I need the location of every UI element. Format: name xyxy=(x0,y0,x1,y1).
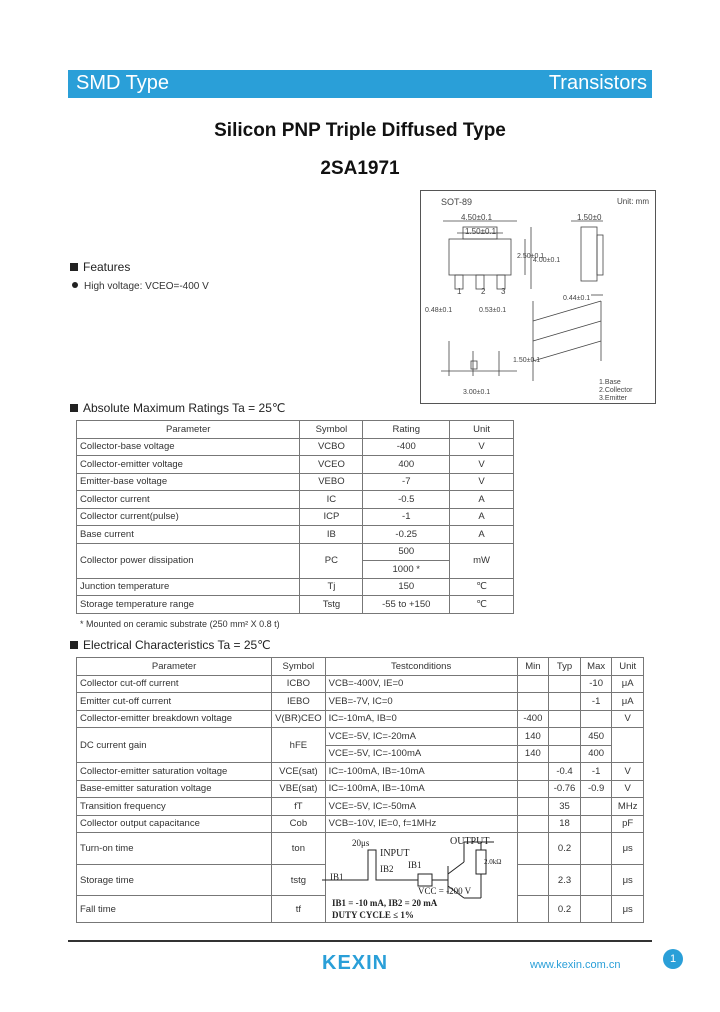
feature-item: High voltage: VCEO=-400 V xyxy=(72,281,209,292)
dot-bullet-icon xyxy=(72,282,78,288)
footer-url[interactable]: www.kexin.com.cn xyxy=(530,959,621,971)
part-number: 2SA1971 xyxy=(320,158,400,179)
legend-base: 1.Base xyxy=(599,379,621,386)
dim-side: 1.50±0 xyxy=(577,213,602,222)
dim-pin1: 0.48±0.1 xyxy=(425,307,453,314)
circuit-ib2-label: IB2 xyxy=(380,864,394,874)
dim-pitch2: 1.50±0.1 xyxy=(513,357,541,364)
circuit-output: OUTPUT xyxy=(450,836,490,847)
table-row: DC current gain hFE VCE=-5V, IC=-20mA 140 450 xyxy=(77,728,644,746)
circuit-vcc: VCC = -200 V xyxy=(418,886,472,896)
square-bullet-icon xyxy=(70,263,78,271)
table-row: Collector-emitter breakdown voltage V(BR)CEO IC=-10mA, IB=0 -400 V xyxy=(77,710,644,728)
page-number: 1 xyxy=(663,949,683,969)
table-row: Transition frequency fT VCE=-5V, IC=-50mA 35 MHz xyxy=(77,798,644,816)
dim-width: 4.50±0.1 xyxy=(461,213,493,222)
table-row: Storage temperature range Tstg -55 to +150 ℃ xyxy=(77,596,514,614)
circuit-ib1-left: IB1 xyxy=(330,872,344,882)
table-row: Junction temperature Tj 150 ℃ xyxy=(77,578,514,596)
table-row: Collector cut-off current ICBO VCB=-400V, IE=0 -10 μA xyxy=(77,675,644,693)
table-row: Turn-on time ton 0.2 μs xyxy=(77,833,644,865)
table-row: Collector power dissipation PC 500 mW xyxy=(77,543,514,561)
circuit-duty: DUTY CYCLE ≤ 1% xyxy=(332,910,414,920)
features-heading: Features xyxy=(70,260,130,274)
legend-collector: 2.Collector xyxy=(599,387,633,394)
table-row: Emitter-base voltage VEBO -7 V xyxy=(77,473,514,491)
abs-max-heading: Absolute Maximum Ratings Ta = 25℃ xyxy=(70,401,285,415)
table-header: Parameter Symbol Testconditions Min Typ Max Unit xyxy=(77,658,644,676)
dim-lead: 0.44±0.1 xyxy=(563,295,591,302)
abs-max-note: * Mounted on ceramic substrate (250 mm² X 0.8 t) xyxy=(80,619,280,629)
package-unit: Unit: mm xyxy=(617,197,649,206)
page-title: Silicon PNP Triple Diffused Type xyxy=(214,120,506,141)
pin-2: 2 xyxy=(481,287,486,296)
dim-height: 2.50±0.1 xyxy=(517,253,545,260)
table-row: Collector-emitter voltage VCEO 400 V xyxy=(77,456,514,474)
dim-height2: 4.00±0.1 xyxy=(533,257,561,264)
header-banner xyxy=(68,70,652,98)
table-row: Collector-base voltage VCBO -400 V xyxy=(77,438,514,456)
footer-rule xyxy=(68,940,652,942)
circuit-res: 2.0kΩ xyxy=(484,858,502,866)
table-row: Collector current IC -0.5 A xyxy=(77,491,514,509)
legend-emitter: 3.Emitter xyxy=(599,395,628,402)
table-header: Parameter Symbol Rating Unit xyxy=(77,421,514,439)
square-bullet-icon xyxy=(70,404,78,412)
elec-heading: Electrical Characteristics Ta = 25℃ xyxy=(70,638,271,652)
circuit-pulse: 20μs xyxy=(352,838,370,848)
abs-max-table xyxy=(76,420,514,614)
pin-3: 3 xyxy=(501,287,506,296)
table-row: Base-emitter saturation voltage VBE(sat) IC=-100mA, IB=-10mA -0.76 -0.9 V xyxy=(77,780,644,798)
header-left: SMD Type xyxy=(76,72,169,94)
table-row: Collector output capacitance Cob VCB=-10V, IE=0, f=1MHz 18 pF xyxy=(77,815,644,833)
table-row: Collector-emitter saturation voltage VCE(sat) IC=-100mA, IB=-10mA -0.4 -1 V xyxy=(77,763,644,781)
table-row: VCE=-5V, IC=-100mA 140 400 xyxy=(77,745,644,763)
circuit-input: INPUT xyxy=(380,848,410,859)
table-row: Storage time tstg 2.3 μs xyxy=(77,865,644,896)
dim-pin2: 0.53±0.1 xyxy=(479,307,507,314)
package-name: SOT-89 xyxy=(441,197,473,207)
package-outline-icon xyxy=(421,191,657,405)
header-right: Transistors xyxy=(548,72,647,94)
table-row: Fall time tf 0.2 μs xyxy=(77,896,644,923)
switching-circuit xyxy=(318,836,502,924)
pin-1: 1 xyxy=(457,287,462,296)
table-row: Emitter cut-off current IEBO VEB=-7V, IC=0 -1 μA xyxy=(77,693,644,711)
circuit-cond: IB1 = -10 mA, IB2 = 20 mA xyxy=(332,898,438,908)
package-drawing xyxy=(420,190,656,404)
dim-tab: 1.50±0.1 xyxy=(465,227,497,236)
footer-logo: KEXIN xyxy=(322,952,389,974)
square-bullet-icon xyxy=(70,641,78,649)
table-row: 1000 * xyxy=(77,561,514,579)
table-row: Base current IB -0.25 A xyxy=(77,526,514,544)
table-row: Collector current(pulse) ICP -1 A xyxy=(77,508,514,526)
circuit-ib1-label: IB1 xyxy=(408,860,422,870)
dim-pitch: 3.00±0.1 xyxy=(463,389,491,396)
